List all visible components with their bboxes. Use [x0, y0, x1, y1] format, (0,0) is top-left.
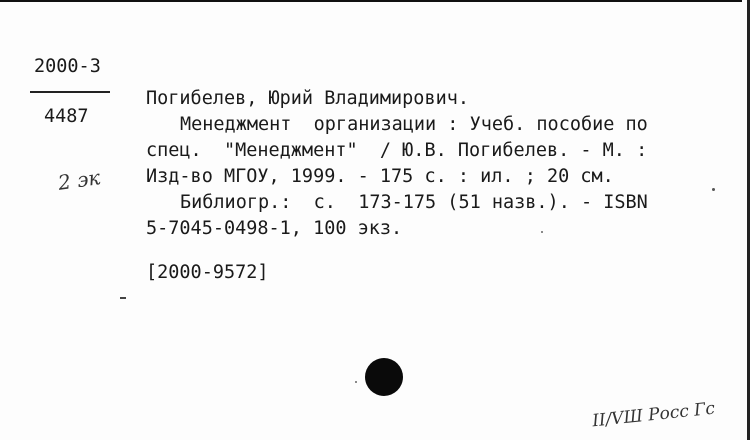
title-line-2: спец. "Менеджмент" / Ю.В. Погибелев. - М. : [146, 140, 648, 161]
speck [712, 188, 715, 191]
handwritten-footer-note: II/VШ Росс Гс [591, 398, 716, 432]
accession-number: [2000-9572] [146, 262, 269, 283]
shelf-mark: 2000-3 [34, 56, 101, 77]
imprint-line: Изд-во МГОУ, 1999. - 175 с. : ил. ; 20 см. [146, 166, 614, 187]
handwritten-copies-note: 2 эк [56, 165, 102, 195]
card-top-edge [0, 0, 742, 2]
speck [541, 231, 543, 233]
inventory-number: 4487 [44, 106, 89, 127]
margin-dash [120, 297, 126, 299]
author-heading: Погибелев, Юрий Владимирович. [146, 88, 470, 109]
speck [355, 381, 357, 383]
title-line-1: Менеджмент организации : Учеб. пособие по [180, 114, 648, 135]
bibliography-line: Библиогр.: с. 173-175 (51 назв.). - ISBN [180, 192, 648, 213]
punch-hole [365, 358, 403, 396]
shelf-mark-divider [30, 91, 110, 93]
isbn-line: 5-7045-0498-1, 100 экз. [146, 218, 403, 239]
